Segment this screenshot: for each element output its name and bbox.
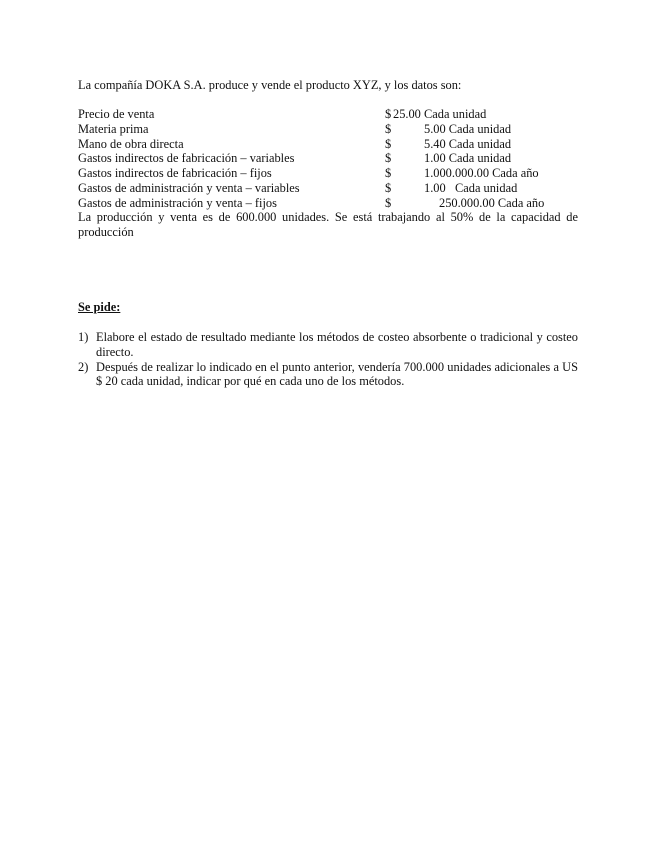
production-note: La producción y venta es de 600.000 unidades. Se está trabajando al 50% de la capacidad de producción [78,210,578,239]
section-heading: Se pide: [78,300,121,314]
cost-label: Gastos indirectos de fabricación – variables [78,151,295,166]
cost-amount: 1.00 Cada unidad [424,180,518,195]
list-item [78,330,578,360]
cost-row [78,196,578,211]
cost-data-table [78,107,578,211]
cost-amount: 1.00 Cada unidad [424,151,512,166]
cost-label: Gastos de administración y venta – variables [78,180,300,195]
cost-currency: $ [385,166,392,181]
cost-label: Precio de venta [78,107,155,121]
intro-paragraph: La compañía DOKA S.A. produce y vende el producto XYZ, y los datos son: [78,78,462,92]
cost-row [78,107,578,122]
list-number: 2) [78,359,89,374]
cost-amount: 25.00 Cada unidad [393,107,487,121]
cost-label: Gastos de administración y venta – fijos [78,195,277,210]
cost-row [78,137,578,152]
task-list [78,330,578,389]
cost-currency: $ [385,107,392,121]
cost-amount: 250.000.00 Cada año [439,195,545,210]
list-number: 1) [78,330,89,344]
cost-row [78,151,578,166]
cost-label: Materia prima [78,121,149,136]
cost-row [78,122,578,137]
cost-amount: 5.00 Cada unidad [424,121,512,136]
list-text: Después de realizar lo indicado en el punto anterior, vendería 700.000 unidades adicionales a US $ 20 cada unidad, indicar por qué en cada uno de los métodos. [96,359,578,389]
cost-row [78,181,578,196]
cost-label: Gastos indirectos de fabricación – fijos [78,166,272,181]
list-item [78,360,578,390]
cost-row [78,166,578,181]
list-text: Elabore el estado de resultado mediante los métodos de costeo absorbente o tradicional y costeo directo. [96,330,578,359]
cost-currency: $ [385,151,392,166]
cost-currency: $ [385,121,392,136]
cost-currency: $ [385,180,392,195]
cost-currency: $ [385,136,392,151]
cost-label: Mano de obra directa [78,136,184,151]
cost-amount: 5.40 Cada unidad [424,136,512,151]
cost-amount: 1.000.000.00 Cada año [424,166,539,181]
cost-currency: $ [385,195,392,210]
